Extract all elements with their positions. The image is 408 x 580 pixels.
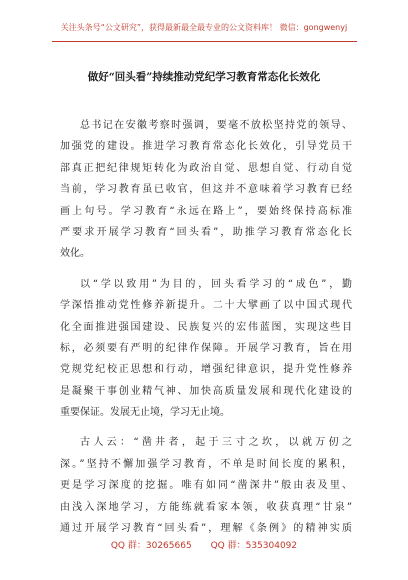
text-line: 严要求开展学习教育“回头看”，助推学习教育常态化长 bbox=[60, 226, 352, 238]
text-line: 加强党的建设。推进学习教育常态化长效化，引导党员干 bbox=[60, 141, 352, 153]
qq-group-left: QQ 群：30265665 bbox=[110, 541, 192, 551]
text-line: 党规党纪校正思想和行动，增强纪律意识，提升党性修养 bbox=[60, 364, 352, 376]
paragraph bbox=[60, 432, 352, 539]
header-banner: 关注头条号“公文研究”，获得最新最全最专业的公文资料库！ 微信：gongwenyj bbox=[60, 23, 348, 32]
text-line: 由浅入深地学习，方能练就看家本领，收获真理“甘泉” bbox=[60, 501, 352, 513]
text-line: 标，必须要有严明的纪律作保障。开展学习教育，旨在用 bbox=[60, 342, 352, 354]
text-line: 总书记在安徽考察时强调，要毫不放松坚持党的领导、 bbox=[80, 120, 352, 131]
text-line: 古人云：“凿井者，起于三寸之坎，以就万仞之 bbox=[80, 437, 352, 449]
footer-contact bbox=[0, 538, 408, 551]
text-line: 当前，学习教育虽已收官，但这并不意味着学习教育已经 bbox=[60, 184, 352, 196]
text-line: 学深悟推动党性修养新提升。二十大擘画了以中国式现代 bbox=[60, 300, 352, 312]
paragraph bbox=[60, 115, 352, 265]
text-line: 更是学习深度的挖掘。唯有如同“凿深井”般由表及里、 bbox=[60, 480, 352, 492]
document-body bbox=[60, 115, 352, 548]
header-divider bbox=[52, 41, 357, 42]
paragraph bbox=[60, 274, 352, 424]
text-line: 深。”坚持不懈加强学习教育，不单是时间长度的累积， bbox=[60, 458, 352, 470]
text-line: 重要保证。发展无止境，学习无止境。 bbox=[60, 407, 230, 419]
text-line: 是凝聚干事创业精气神、加快高质量发展和现代化建设的 bbox=[60, 385, 352, 397]
text-line: 通过开展学习教育“回头看”，理解《条例》的精神实质 bbox=[60, 523, 352, 535]
text-line: 化全面推进强国建设、民族复兴的宏伟蓝图，实现这些目 bbox=[60, 321, 352, 333]
text-line: 以“学以致用”为目的，回头看学习的“成色”，勤 bbox=[80, 278, 352, 290]
document-title: 做好“回头看”持续推动党纪学习教育常态化长效化 bbox=[87, 71, 321, 83]
qq-group-right: QQ 群：535304092 bbox=[210, 541, 298, 551]
text-line: 效化。 bbox=[60, 248, 90, 260]
text-line: 部真正把纪律规矩转化为政治自觉、思想自觉、行动自觉 bbox=[60, 162, 352, 174]
text-line: 画上句号。学习教育“永远在路上”，要始终保持高标准 bbox=[60, 205, 352, 217]
